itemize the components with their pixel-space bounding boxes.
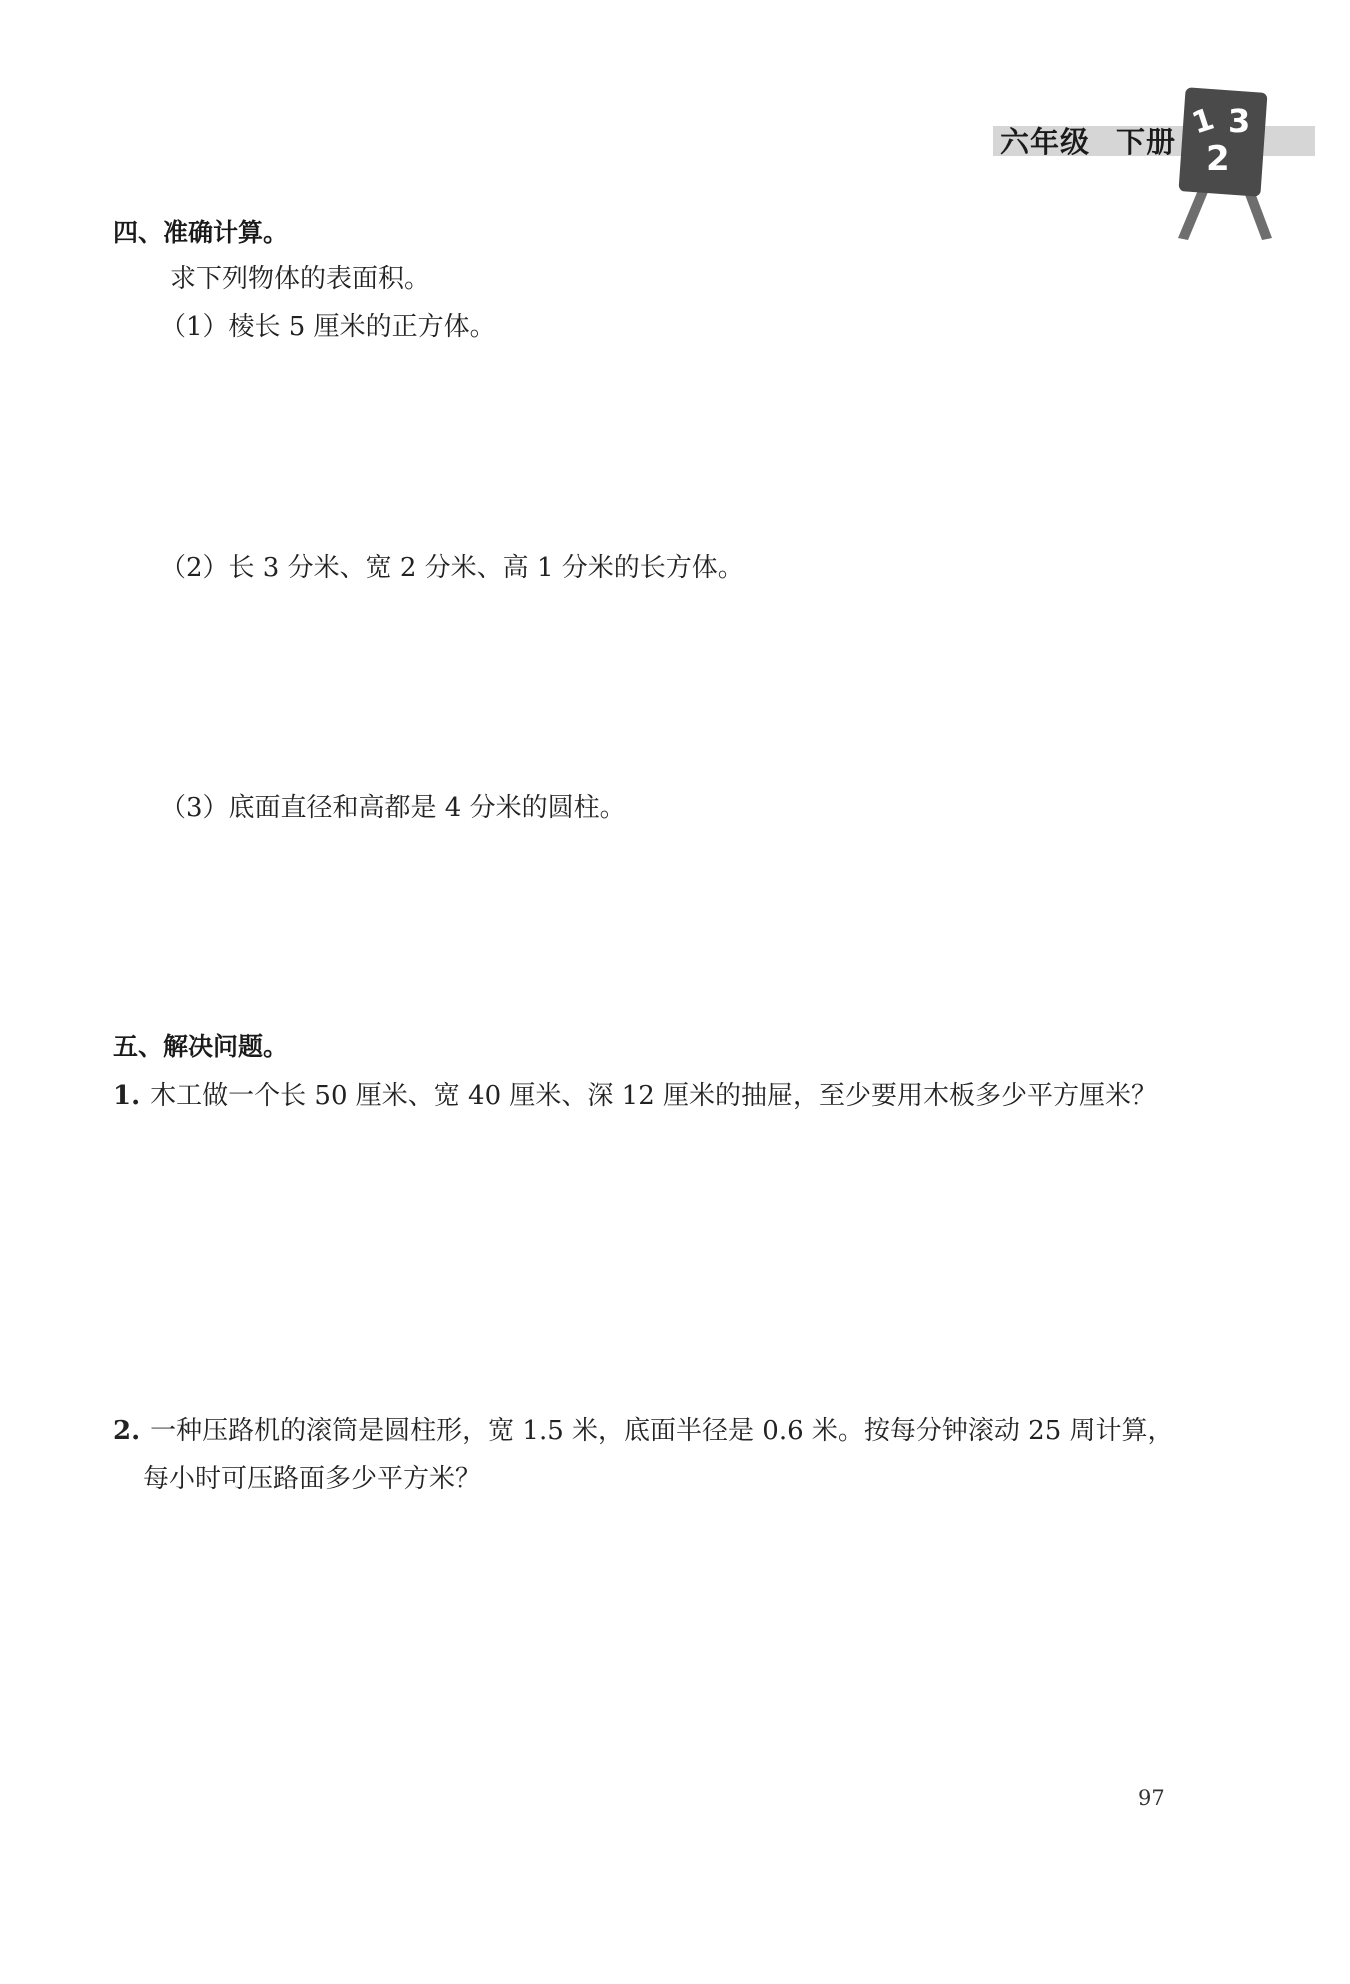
easel-leg-left bbox=[1178, 190, 1208, 240]
problem-2-text-line-1: 一种压路机的滚筒是圆柱形，宽 1.5 米，底面半径是 0.6 米。按每分钟滚动 25 周计算， bbox=[150, 1416, 1174, 1446]
easel-leg-right bbox=[1244, 190, 1272, 240]
page-number: 97 bbox=[1138, 1786, 1165, 1810]
problem-2-text-line-2: 每小时可压路面多少平方米？ bbox=[143, 1464, 482, 1494]
board-digit-2: 2 bbox=[1206, 139, 1230, 179]
section-4-title: 四、准确计算。 bbox=[113, 218, 289, 247]
grade-label bbox=[1000, 120, 1176, 161]
section-5-title: 五、解决问题。 bbox=[113, 1032, 289, 1061]
volume-text: 下册 bbox=[1116, 125, 1177, 159]
grade-text: 六年级 bbox=[1000, 125, 1091, 159]
blackboard-icon bbox=[1170, 80, 1280, 250]
calc-item-1: （1）棱长 5 厘米的正方体。 bbox=[160, 312, 496, 342]
board-digit-1: 1 bbox=[1187, 101, 1219, 142]
problem-1 bbox=[113, 1075, 1157, 1112]
calc-item-3: （3）底面直径和高都是 4 分米的圆柱。 bbox=[160, 793, 626, 823]
problem-1-number: 1. bbox=[113, 1081, 141, 1111]
board-digit-3: 3 bbox=[1228, 102, 1251, 140]
section-4-instruction: 求下列物体的表面积。 bbox=[170, 264, 431, 294]
problem-2 bbox=[113, 1410, 1174, 1447]
problem-1-text: 木工做一个长 50 厘米、宽 40 厘米、深 12 厘米的抽屉，至少要用木板多少平方厘米？ bbox=[150, 1081, 1157, 1111]
problem-2-number: 2. bbox=[113, 1416, 141, 1446]
calc-item-2: （2）长 3 分米、宽 2 分米、高 1 分米的长方体。 bbox=[160, 553, 744, 583]
